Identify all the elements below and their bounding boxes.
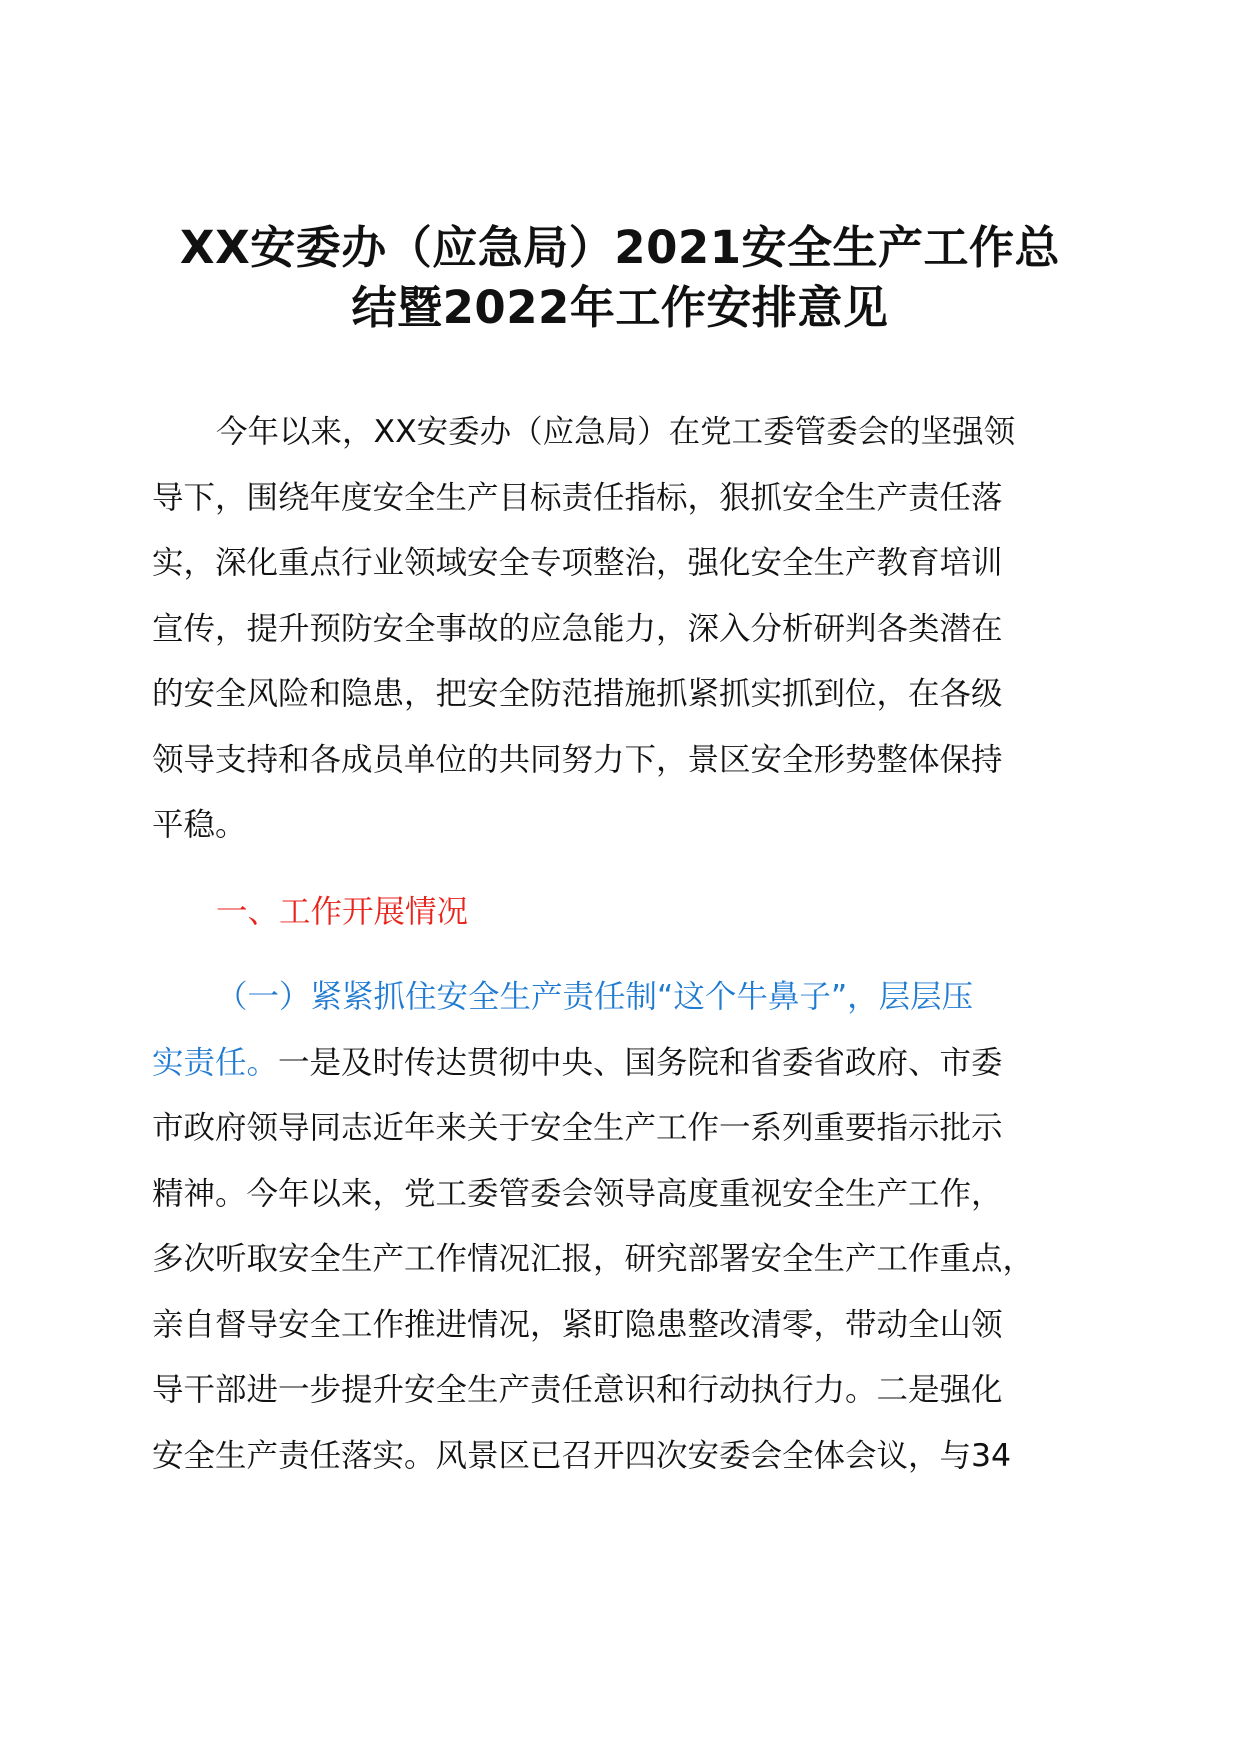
intro-line: 宣传，提升预防安全事故的应急能力，深入分析研判各类潜在: [152, 610, 1003, 647]
intro-line: 的安全风险和隐患，把安全防范措施抓紧抓实抓到位，在各级: [152, 676, 1003, 712]
document-title: [140, 218, 1100, 338]
title-line-1: XX安委办（应急局）2021安全生产工作总: [179, 221, 1061, 274]
subsection-1-line: [152, 1031, 1097, 1097]
intro-line: 导下，围绕年度安全生产目标责任指标，狠抓安全生产责任落: [152, 479, 1003, 516]
subsection-1-text: 一是及时传达贯彻中央、国务院和省委省政府、市委: [278, 1044, 1003, 1081]
subsection-1-line: 导干部进一步提升安全生产责任意识和行动执行力。二是强化: [152, 1372, 1003, 1408]
title-line-2: 结暨2022年工作安排意见: [351, 281, 889, 334]
intro-line: 领导支持和各成员单位的共同努力下，景区安全形势整体保持: [152, 741, 1003, 778]
subsection-1-line: 市政府领导同志近年来关于安全生产工作一系列重要指示批示: [152, 1110, 1003, 1146]
intro-line: 今年以来，XX安委办（应急局）在党工委管委会的坚强领: [216, 414, 1016, 450]
section-heading-work-progress: 一、工作开展情况: [216, 894, 469, 930]
subsection-1-line: 多次听取安全生产工作情况汇报，研究部署安全生产工作重点，: [152, 1241, 1035, 1277]
intro-paragraph: [152, 400, 1097, 859]
subsection-1-heading-end: 实责任。: [152, 1044, 279, 1081]
subsection-1-line: 安全生产责任落实。风景区已召开四次安委会全体会议，与34: [152, 1437, 1012, 1474]
intro-line: 实，深化重点行业领域安全专项整治，强化安全生产教育培训: [152, 545, 1003, 581]
subsection-1-line: 亲自督导安全工作推进情况，紧盯隐患整改清零，带动全山领: [152, 1306, 1003, 1343]
intro-line: 平稳。: [152, 807, 247, 843]
subsection-1-paragraph: [152, 965, 1097, 1489]
subsection-1-line: 精神。今年以来，党工委管委会领导高度重视安全生产工作，: [152, 1175, 1003, 1212]
subsection-1-heading: （一）紧紧抓住安全生产责任制“这个牛鼻子”，层层压: [216, 979, 974, 1015]
